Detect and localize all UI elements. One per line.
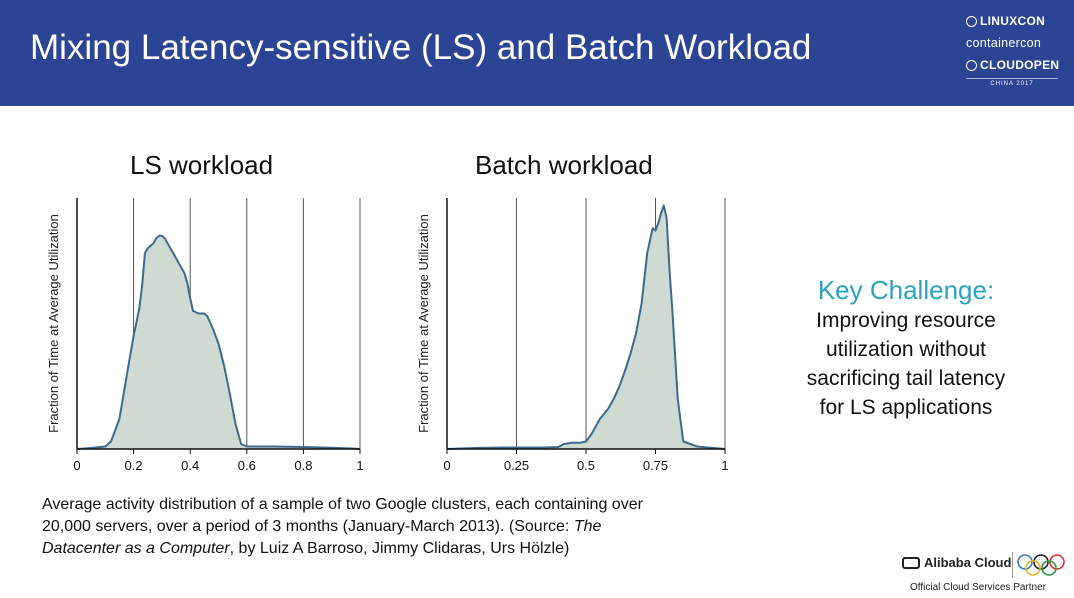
key-challenge-line-1: Improving resource [816, 309, 996, 332]
alibaba-cloud-text: Alibaba Cloud [924, 555, 1012, 570]
batch-x-tick-label-1: 0.25 [503, 458, 530, 473]
brand-linuxcon: LINUXCON [980, 14, 1046, 28]
caption-line-3: , by Luiz A Barroso, Jimmy Clidaras, Urs Hölzle) [229, 540, 570, 557]
alibaba-cloud-icon [902, 557, 920, 569]
key-challenge-line-4: for LS applications [819, 396, 993, 419]
brand-event: CHINA 2017 [966, 78, 1058, 87]
ls-workload-chart [40, 190, 380, 480]
slide-title: Mixing Latency-sensitive (LS) and Batch Workload [30, 28, 812, 67]
ls-chart-title: LS workload [130, 150, 274, 180]
figure-caption [42, 494, 762, 560]
brand-cloudopen: CLOUDOPEN [980, 58, 1060, 72]
batch-x-tick-label-2: 0.5 [576, 458, 596, 473]
olympic-rings-icon [1016, 553, 1066, 577]
cloudopen-icon [966, 60, 977, 71]
batch-workload-chart [405, 190, 735, 480]
key-challenge-line-3: sacrificing tail latency [806, 367, 1006, 390]
ls-y-axis-label: Fraction of Time at Average Utilization [46, 214, 61, 433]
logo-divider [1012, 552, 1013, 578]
ls-x-tick-label-0: 0 [73, 458, 81, 473]
caption-book-title-start: The [573, 518, 602, 535]
key-challenge-title: Key Challenge: [817, 275, 995, 305]
key-challenge-line-2: utilization without [826, 338, 986, 361]
batch-x-tick-label-0: 0 [443, 458, 451, 473]
key-challenge [770, 274, 1042, 422]
ls-x-tick-label-4: 0.8 [294, 458, 313, 473]
batch-y-axis-label: Fraction of Time at Average Utilization [416, 214, 431, 433]
caption-book-title-end: Datacenter as a Computer [42, 540, 230, 557]
conference-logo [966, 10, 1066, 87]
caption-line-1: Average activity distribution of a sample of two Google clusters, each containing over [42, 496, 643, 513]
ls-x-tick-label-1: 0.2 [124, 458, 143, 473]
brand-containercon: containercon [966, 36, 1042, 50]
batch-x-tick-label-3: 0.75 [642, 458, 669, 473]
ls-x-tick-label-5: 1 [356, 458, 364, 473]
title-bar [0, 0, 1074, 106]
ls-x-tick-label-3: 0.6 [237, 458, 256, 473]
alibaba-cloud-logo [902, 552, 1067, 596]
linuxcon-icon [966, 16, 977, 27]
partner-label: Official Cloud Services Partner [910, 582, 1046, 593]
ls-x-tick-label-2: 0.4 [181, 458, 200, 473]
caption-line-2: 20,000 servers, over a period of 3 months (January-March 2013). (Source: [42, 518, 574, 535]
batch-x-tick-label-4: 1 [721, 458, 729, 473]
batch-chart-title: Batch workload [475, 150, 653, 180]
